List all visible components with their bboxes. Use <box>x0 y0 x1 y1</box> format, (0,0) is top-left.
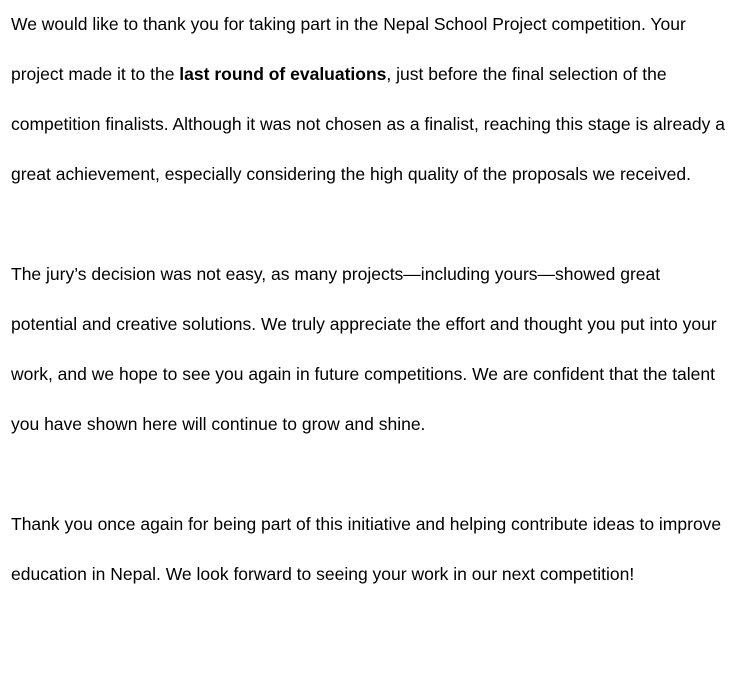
paragraph-1 <box>11 0 729 199</box>
paragraph-1-emphasis: last round of evaluations <box>179 64 387 84</box>
paragraph-2: The jury’s decision was not easy, as many projects—including yours—showed great potential and creative solutions. We truly appreciate the effort and thought you put into your work, and we hope to see you again in future competitions. We are confident that the talent you have shown here will continue to grow and shine. <box>11 264 717 434</box>
letter-body <box>11 0 729 599</box>
paragraph-3: Thank you once again for being part of this initiative and helping contribute ideas to improve education in Nepal. We look forward to seeing your work in our next competition! <box>11 514 722 584</box>
paragraph-1-text-end: , just before the final selection of the competition finalists. Although it was not chosen as a finalist, reaching this stage is already a great achievement, especially considering the high quality of the proposals we received. <box>11 64 726 184</box>
paragraph-1-text-start: We would like to thank you for taking part in the Nepal School Project competition. Your project made it to the <box>11 14 686 84</box>
